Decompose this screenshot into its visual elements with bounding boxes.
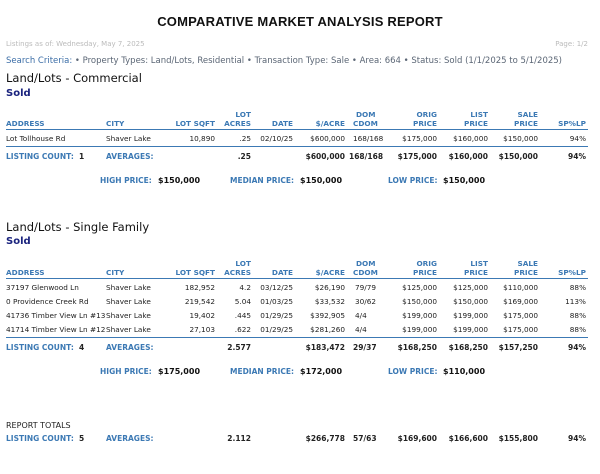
header-cdom: CDOM	[353, 268, 378, 277]
listing-count-value: 1	[79, 152, 85, 161]
cell-address: 41714 Timber View Ln #12	[6, 325, 106, 334]
cell-per-acre: $26,190	[314, 283, 345, 292]
avg-per-acre: $266,778	[305, 434, 345, 443]
row-rule	[6, 146, 588, 147]
header-list-price: PRICE	[463, 119, 488, 128]
header-lot: LOT	[235, 110, 251, 119]
page-number: Page: 1/2	[555, 40, 588, 48]
averages-label: AVERAGES:	[106, 434, 154, 443]
median-price-label: MEDIAN PRICE:	[230, 367, 294, 376]
listing-count-value: 5	[79, 434, 85, 443]
avg-lot-acres: 2.577	[227, 343, 251, 352]
listing-count-value: 4	[79, 343, 85, 352]
cell-list: $199,000	[453, 325, 488, 334]
cell-lot-sqft: 10,890	[189, 134, 215, 143]
avg-lot-acres: .25	[237, 152, 251, 161]
cell-date: 02/10/25	[260, 134, 293, 143]
cell-lot-acres: 4.2	[239, 283, 251, 292]
search-criteria-text: • Property Types: Land/Lots, Residential • Transaction Type: Sale • Area: 664 • Status: Sold (1/1/2025 to 5/1/2025)	[72, 56, 562, 66]
cell-orig: $175,000	[402, 134, 437, 143]
avg-orig: $175,000	[397, 152, 437, 161]
low-price-value: $150,000	[443, 176, 486, 185]
header-acres: ACRES	[224, 119, 251, 128]
header-address: ADDRESS	[6, 119, 45, 128]
report-totals-title: REPORT TOTALS	[6, 421, 71, 430]
listing-count-label: LISTING COUNT:	[6, 343, 74, 352]
avg-orig: $168,250	[397, 343, 437, 352]
median-price-label: MEDIAN PRICE:	[230, 176, 294, 185]
cell-list: $199,000	[453, 311, 488, 320]
row-rule	[6, 337, 588, 338]
cell-lot-acres: .622	[234, 325, 251, 334]
cell-address: 0 Providence Creek Rd	[6, 297, 89, 306]
high-price-value: $175,000	[158, 367, 201, 376]
avg-dom: 29/37	[353, 343, 377, 352]
cell-sale: $175,000	[503, 311, 538, 320]
low-price-value: $110,000	[443, 367, 486, 376]
high-price-value: $150,000	[158, 176, 201, 185]
cell-address: 37197 Glenwood Ln	[6, 283, 79, 292]
averages-label: AVERAGES:	[106, 343, 154, 352]
header-splp: SP%LP	[558, 268, 586, 277]
search-criteria	[6, 56, 562, 66]
header-splp: SP%LP	[558, 119, 586, 128]
cell-orig: $199,000	[402, 311, 437, 320]
avg-list: $166,600	[448, 434, 488, 443]
cell-per-acre: $281,260	[310, 325, 345, 334]
header-date: DATE	[271, 268, 293, 277]
cell-list: $160,000	[453, 134, 488, 143]
avg-sale: $155,800	[498, 434, 538, 443]
section-status-commercial: Sold	[6, 88, 31, 99]
avg-lot-acres: 2.112	[227, 434, 251, 443]
cell-date: 01/03/25	[260, 297, 293, 306]
header-list-price: PRICE	[463, 268, 488, 277]
header-city: CITY	[106, 119, 125, 128]
avg-per-acre: $600,000	[305, 152, 345, 161]
avg-splp: 94%	[568, 152, 586, 161]
header-rule	[6, 129, 588, 130]
cell-splp: 88%	[569, 311, 586, 320]
median-price-value: $172,000	[300, 367, 343, 376]
header-sale: SALE	[517, 110, 538, 119]
cell-list: $125,000	[453, 283, 488, 292]
cell-city: Shaver Lake	[106, 134, 151, 143]
cell-orig: $150,000	[402, 297, 437, 306]
header-sale-price: PRICE	[513, 119, 538, 128]
header-list: LIST	[470, 259, 488, 268]
cell-per-acre: $600,000	[310, 134, 345, 143]
avg-dom: 57/63	[353, 434, 377, 443]
cell-splp: 88%	[569, 283, 586, 292]
header-acres: ACRES	[224, 268, 251, 277]
cell-dom: 4/4	[355, 325, 367, 334]
header-orig-price: PRICE	[412, 268, 437, 277]
avg-splp: 94%	[568, 343, 586, 352]
cell-sale: $175,000	[503, 325, 538, 334]
low-price-label: LOW PRICE:	[388, 176, 438, 185]
header-lot-sqft: LOT SQFT	[175, 119, 215, 128]
cell-sale: $169,000	[503, 297, 538, 306]
cell-date: 03/12/25	[260, 283, 293, 292]
cell-lot-sqft: 27,103	[189, 325, 215, 334]
cell-lot-acres: .25	[239, 134, 251, 143]
cell-splp: 113%	[565, 297, 586, 306]
avg-sale: $157,250	[498, 343, 538, 352]
cell-sale: $110,000	[503, 283, 538, 292]
high-price-label: HIGH PRICE:	[100, 176, 152, 185]
avg-sale: $150,000	[498, 152, 538, 161]
cell-lot-sqft: 19,402	[189, 311, 215, 320]
avg-list: $168,250	[448, 343, 488, 352]
cell-lot-acres: 5.04	[234, 297, 251, 306]
median-price-value: $150,000	[300, 176, 343, 185]
averages-label: AVERAGES:	[106, 152, 154, 161]
cell-sale: $150,000	[503, 134, 538, 143]
cell-dom: 79/79	[355, 283, 377, 292]
cell-dom: 168/168	[353, 134, 384, 143]
search-criteria-label: Search Criteria:	[6, 56, 73, 66]
cell-address: 41736 Timber View Ln #13	[6, 311, 106, 320]
cell-lot-acres: .445	[234, 311, 251, 320]
cell-address: Lot Tollhouse Rd	[6, 134, 66, 143]
header-orig: ORIG	[416, 259, 437, 268]
cell-per-acre: $33,532	[314, 297, 345, 306]
header-cdom: CDOM	[353, 119, 378, 128]
header-dom: DOM	[356, 110, 376, 119]
cell-city: Shaver Lake	[106, 325, 151, 334]
header-address: ADDRESS	[6, 268, 45, 277]
cell-city: Shaver Lake	[106, 297, 151, 306]
avg-orig: $169,600	[397, 434, 437, 443]
high-price-label: HIGH PRICE:	[100, 367, 152, 376]
cell-orig: $125,000	[402, 283, 437, 292]
header-list: LIST	[470, 110, 488, 119]
header-per-acre: $/ACRE	[315, 119, 345, 128]
cell-per-acre: $392,905	[310, 311, 345, 320]
header-lot-sqft: LOT SQFT	[175, 268, 215, 277]
avg-dom: 168/168	[349, 152, 384, 161]
section-title-commercial: Land/Lots - Commercial	[6, 71, 142, 85]
low-price-label: LOW PRICE:	[388, 367, 438, 376]
cell-city: Shaver Lake	[106, 283, 151, 292]
report-title: COMPARATIVE MARKET ANALYSIS REPORT	[157, 14, 443, 29]
header-lot: LOT	[235, 259, 251, 268]
header-per-acre: $/ACRE	[315, 268, 345, 277]
header-sale: SALE	[517, 259, 538, 268]
header-sale-price: PRICE	[513, 268, 538, 277]
section-title-single-family: Land/Lots - Single Family	[6, 220, 150, 234]
avg-list: $160,000	[448, 152, 488, 161]
cell-splp: 94%	[569, 134, 586, 143]
cell-list: $150,000	[453, 297, 488, 306]
header-orig: ORIG	[416, 110, 437, 119]
cell-lot-sqft: 219,542	[184, 297, 215, 306]
cell-dom: 4/4	[355, 311, 367, 320]
cell-lot-sqft: 182,952	[184, 283, 215, 292]
listing-count-label: LISTING COUNT:	[6, 434, 74, 443]
cell-splp: 88%	[569, 325, 586, 334]
cell-city: Shaver Lake	[106, 311, 151, 320]
avg-splp: 94%	[568, 434, 586, 443]
cell-orig: $199,000	[402, 325, 437, 334]
header-rule	[6, 278, 588, 279]
header-city: CITY	[106, 268, 125, 277]
cell-dom: 30/62	[355, 297, 377, 306]
header-orig-price: PRICE	[412, 119, 437, 128]
cell-date: 01/29/25	[260, 311, 293, 320]
avg-per-acre: $183,472	[305, 343, 345, 352]
listings-as-of: Listings as of: Wednesday, May 7, 2025	[6, 40, 145, 48]
cell-date: 01/29/25	[260, 325, 293, 334]
section-status-single-family: Sold	[6, 236, 31, 247]
header-date: DATE	[271, 119, 293, 128]
listing-count-label: LISTING COUNT:	[6, 152, 74, 161]
header-dom: DOM	[356, 259, 376, 268]
